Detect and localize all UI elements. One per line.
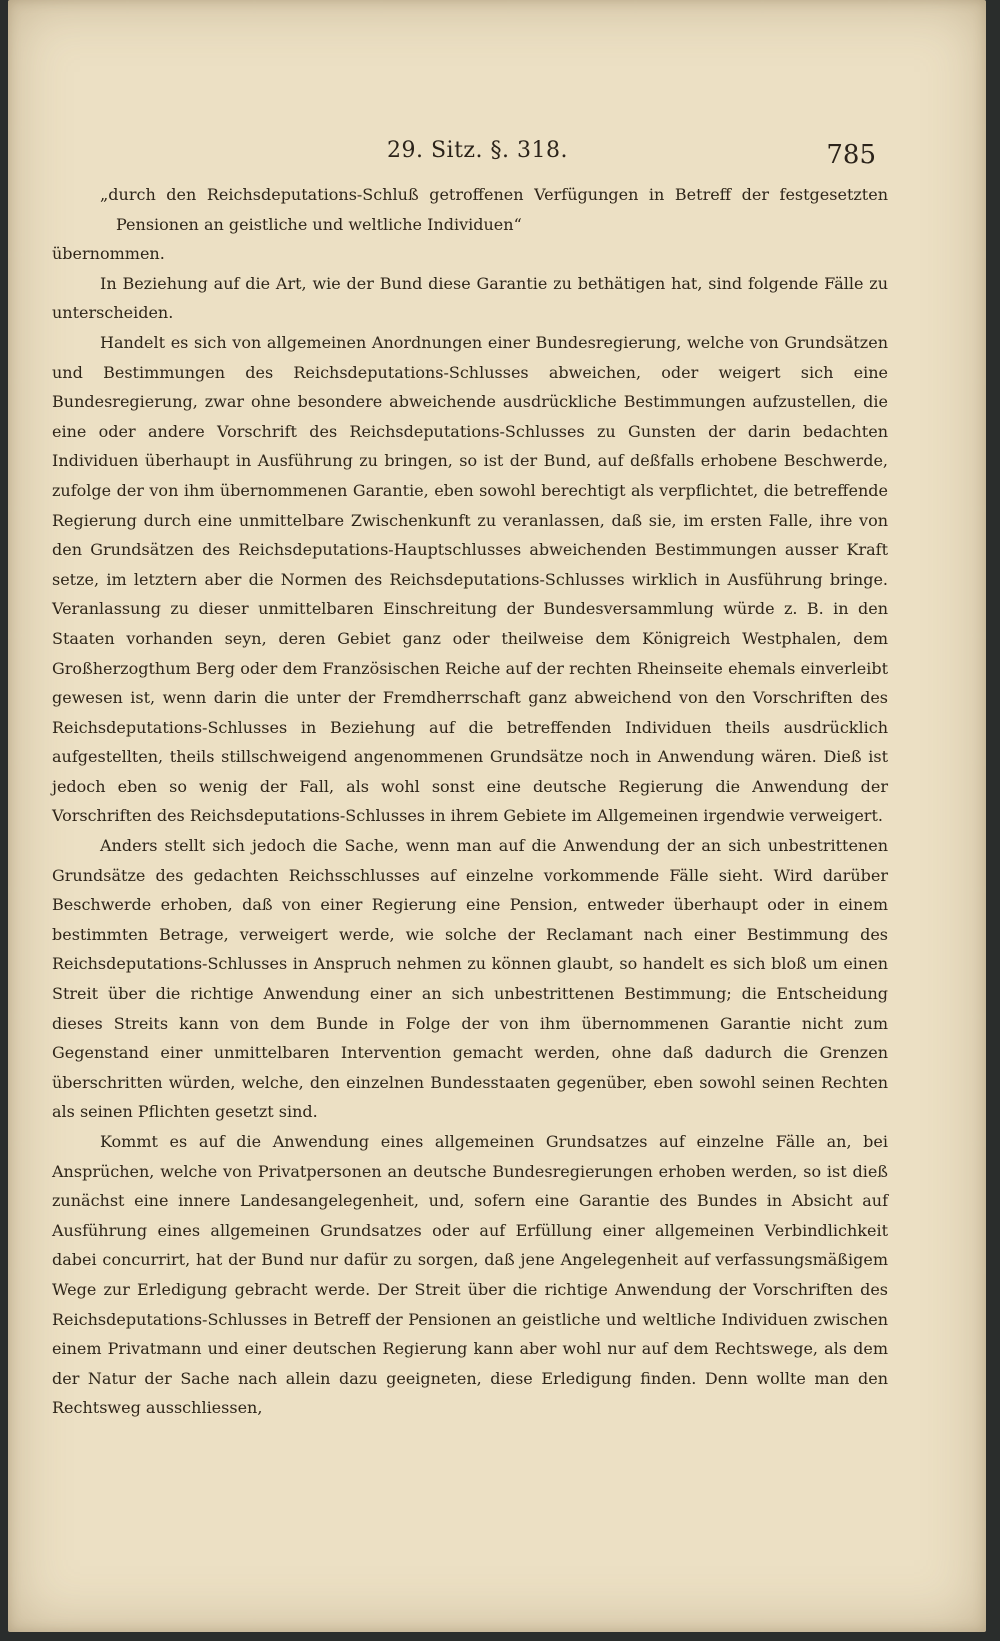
running-title: 29. Sitz. §. 318. — [387, 138, 568, 163]
paragraph-continuation: übernommen. — [52, 244, 165, 264]
paragraph: In Beziehung auf die Art, wie der Bund diese Garantie zu bethätigen hat, sind folgende Fälle zu unterscheiden. — [52, 273, 888, 323]
document-page — [8, 0, 986, 1632]
page-number: 785 — [826, 140, 876, 170]
paragraph-quote: „durch den Reichsdeputations-Schluß getroffenen Verfügungen in Betreff der festgesetzten Pensionen an geistliche und weltliche Individuen“ — [100, 185, 888, 234]
paragraph: Handelt es sich von allgemeinen Anordnungen einer Bundesregierung, welche von Grundsätzen und Bestimmungen des Reichsdeputations-Schlusses abweichen, oder weigert sich eine Bundesregierung, zwar ohne besondere abweichende ausdrückliche Bestimmungen aufzustellen, die eine oder andere Vorschrift des Reichsdeputations-Schlusses zu Gunsten der darin bedachten Individuen überhaupt in Ausführung zu bringen, so ist der Bund, auf deßfalls erhobene Beschwerde, zufolge der von ihm übernommenen Garantie, eben sowohl berechtigt als verpflichtet, die betreffende Regierung durch eine unmittelbare Zwischenkunft zu veranlassen, daß sie, im ersten Falle, ihre von den Grundsätzen des Reichsdeputations-Hauptschlusses abweichenden Bestimmungen ausser Kraft setze, im letztern aber die Normen des Reichsdeputations-Schlusses wirklich in Ausführung bringe. Veranlassung zu dieser unmittelbaren Einschreitung der Bundesversammlung würde z. B. in den Staaten vorhanden seyn, deren Gebiet ganz oder theilweise dem Königreich Westphalen, dem Großherzogthum Berg oder dem Französischen Reiche auf der rechten Rheinseite ehemals einverleibt gewesen ist, wenn darin die unter der Fremdherrschaft ganz abweichend von den Vorschriften des Reichsdeputations-Schlusses in Beziehung auf die betreffenden Individuen theils ausdrücklich aufgestellten, theils stillschweigend angenommenen Grundsätze noch in Anwendung wären. Dieß ist jedoch eben so wenig der Fall, als wohl sonst eine deutsche Regierung die Anwendung der Vorschriften des Reichsdeputations-Schlusses in ihrem Gebiete im Allgemeinen irgendwie verweigert. — [52, 332, 888, 826]
body-text — [52, 180, 888, 1423]
paragraph: Anders stellt sich jedoch die Sache, wenn man auf die Anwendung der an sich unbestrittenen Grundsätze des gedachten Reichsschlusses auf einzelne vorkommende Fälle sieht. Wird darüber Beschwerde erhoben, daß von einer Regierung eine Pension, entweder überhaupt oder in einem bestimmten Betrage, verweigert werde, wie solche der Reclamant nach einer Bestimmung des Reichsdeputations-Schlusses in Anspruch nehmen zu können glaubt, so handelt es sich bloß um einen Streit über die richtige Anwendung einer an sich unbestrittenen Bestimmung; die Entscheidung dieses Streits kann von dem Bunde in Folge der von ihm übernommenen Garantie nicht zum Gegenstand einer unmittelbaren Intervention gemacht werden, ohne daß dadurch die Grenzen überschritten würden, welche, den einzelnen Bundesstaaten gegenüber, eben sowohl seinen Rechten als seinen Pflichten gesetzt sind. — [52, 836, 888, 1122]
page-header — [8, 138, 986, 174]
paragraph: Kommt es auf die Anwendung eines allgemeinen Grundsatzes auf einzelne Fälle an, bei Ansprüchen, welche von Privatpersonen an deutsche Bundesregierungen erhoben werden, so ist dieß zunächst eine innere Landesangelegenheit, und, sofern eine Garantie des Bundes in Absicht auf Ausführung eines allgemeinen Grundsatzes oder auf Erfüllung einer allgemeinen Verbindlichkeit dabei concurrirt, hat der Bund nur dafür zu sorgen, daß jene Angelegenheit auf verfassungsmäßigem Wege zur Erledigung gebracht werde. Der Streit über die richtige Anwendung der Vorschriften des Reichsdeputations-Schlusses in Betreff der Pensionen an geistliche und weltliche Individuen zwischen einem Privatmann und einer deutschen Regierung kann aber wohl nur auf dem Rechtswege, als dem der Natur der Sache nach allein dazu geeigneten, diese Erledigung finden. Denn wollte man den Rechtsweg ausschliessen, — [52, 1132, 888, 1418]
